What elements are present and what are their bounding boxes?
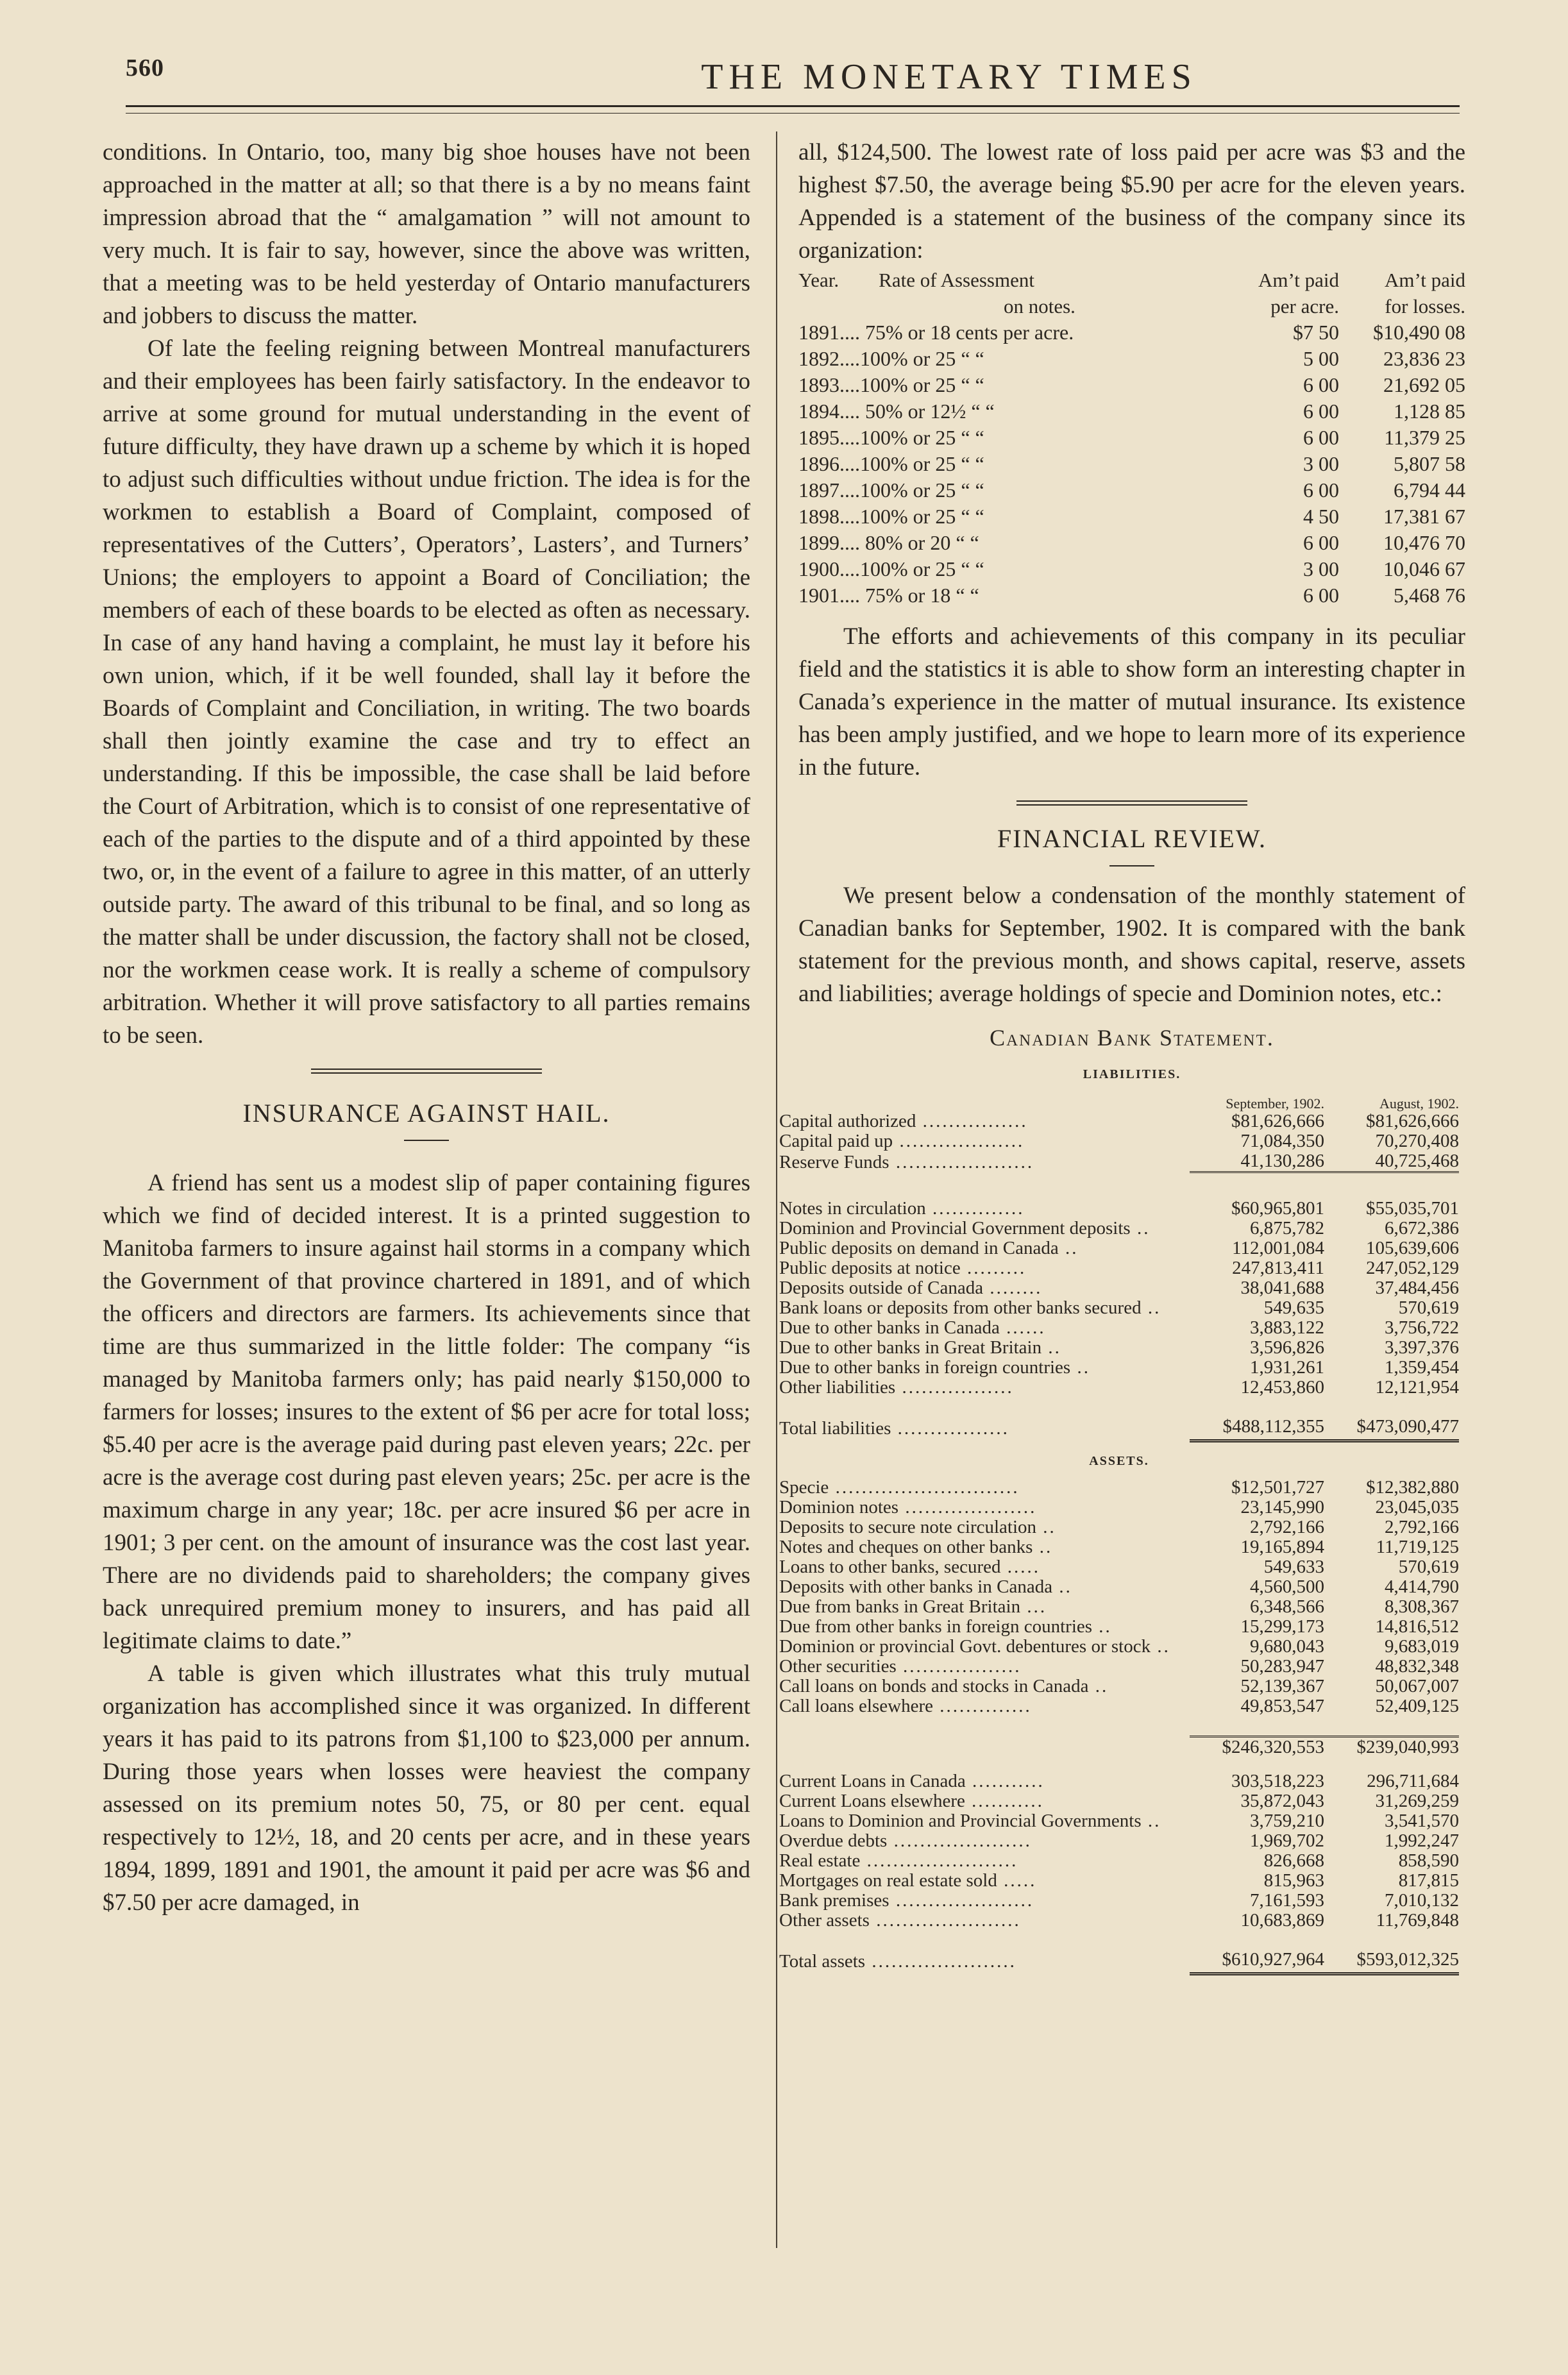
table-cell-losses: 23,836 23 (1383, 347, 1465, 370)
statement-row (779, 1318, 1459, 1338)
statement-label: Total assets ...................... (779, 1950, 1016, 1972)
table-row (798, 398, 1465, 425)
table-cell-losses: 6,794 44 (1394, 478, 1465, 502)
statement-label: Other securities .................. (779, 1656, 1022, 1677)
value-august: 3,756,722 (1385, 1317, 1459, 1338)
statement-row (779, 1238, 1459, 1258)
statement-row (779, 1378, 1459, 1398)
table-row (798, 372, 1465, 398)
value-august: 37,484,456 (1375, 1278, 1459, 1298)
table-cell-paid: 6 00 (1302, 584, 1339, 607)
table-cell-desc: 1895....100% or 25 “ “ (798, 426, 984, 449)
leader-dots: ................ (916, 1111, 1028, 1131)
statement-label: Public deposits on demand in Canada .. (779, 1238, 1079, 1258)
leader-dots: ............................ (829, 1477, 1020, 1498)
value-september: 303,518,223 (1231, 1771, 1324, 1791)
table-cell-losses: 10,046 67 (1383, 557, 1465, 580)
statement-row (779, 1791, 1459, 1811)
liabilities-label: LIABILITIES. (1083, 1067, 1181, 1081)
value-august: 11,769,848 (1376, 1910, 1459, 1931)
statement-label: Deposits to secure note circulation .. (779, 1517, 1056, 1537)
statement-label: Dominion notes .................... (779, 1497, 1037, 1517)
statement-row (779, 1657, 1459, 1677)
statement-row (779, 1258, 1459, 1278)
statement-row (779, 1096, 1459, 1111)
rule-cell (1190, 1172, 1324, 1199)
spacer-cell (779, 1716, 1459, 1737)
table-cell-paid: 6 00 (1302, 478, 1339, 502)
value-september: 2,792,166 (1250, 1517, 1324, 1537)
article-paragraph: A friend has sent us a modest slip of paper containing figures which we find of decided interest. It is a printed suggestion to Manitoba farmers to insure against hail storms in a company which the Government of that province chartered in 1891, and of which the officers and directors are farmers. Its achievements since that time are thus summarized in the little folder: The company “is managed by Manitoba farmers only; has paid nearly $150,000 to farmers for losses; insures to the extent of $6 per acre for total loss; $5.40 per acre is the average paid during past eleven years; 22c. per acre is the average cost during past eleven years; 25c. per acre is the maximum charge in any year; 18c. per acre insured $6 per acre in 1901; 3 per cent. on the amount of insurance was the cost last year. There are no dividends paid to shareholders; the company gives back unrequired premium money to insurers, and has paid all legitimate claims to date.” (103, 1170, 750, 1654)
hail-heading: INSURANCE AGAINST HAIL. (242, 1099, 611, 1128)
statement-label: Due from other banks in foreign countries .. (779, 1616, 1112, 1637)
review-heading: FINANCIAL REVIEW. (997, 824, 1267, 853)
statement-row (779, 1219, 1459, 1238)
table-cell-desc: 1893....100% or 25 “ “ (798, 373, 984, 396)
rule-cell (1324, 1172, 1459, 1199)
value-august: 48,832,348 (1375, 1656, 1459, 1677)
table-row (798, 451, 1465, 477)
table-cell-paid: 6 00 (1302, 400, 1339, 423)
article-paragraph: A table is given which illustrates what this truly mutual organization has accomplished since it was organized. In different years it has paid to its patrons from $1,100 to $23,000 per annum. During those years when losses were heaviest the company assessed on its premium notes 50, 75, or 80 per cent. equal respectively to 12½, 18, and 20 cents per acre, and in these years 1894, 1899, 1891 and 1901, the amount it paid per acre was $6 and $7.50 per acre damaged, in (103, 1661, 750, 1916)
statement-row (779, 1851, 1459, 1871)
leader-dots: ................... (893, 1131, 1025, 1151)
table-row (798, 319, 1465, 346)
value-september: $60,965,801 (1231, 1198, 1324, 1219)
value-august: 50,067,007 (1375, 1676, 1459, 1696)
statement-label: Real estate ....................... (779, 1850, 1018, 1871)
statement-row (779, 1737, 1459, 1758)
statement-row (779, 1398, 1459, 1441)
table-row (798, 477, 1465, 503)
leader-dots: .................... (898, 1497, 1037, 1517)
masthead-rule-thin (126, 113, 1460, 114)
value-september: $488,112,355 (1190, 1398, 1324, 1441)
value-september: 549,633 (1263, 1557, 1324, 1577)
statement-row (779, 1498, 1459, 1517)
value-september: 9,680,043 (1250, 1636, 1324, 1657)
statement-label: Capital paid up ................... (779, 1131, 1025, 1151)
value-august: 817,815 (1398, 1870, 1459, 1891)
statement-label: Call loans elsewhere .............. (779, 1696, 1032, 1716)
value-september: 12,453,860 (1240, 1377, 1324, 1398)
bank-statement-table (779, 1096, 1459, 1975)
leader-dots: .. (1151, 1636, 1170, 1657)
statement-row (779, 1537, 1459, 1557)
leader-dots: .. (1130, 1218, 1151, 1238)
hail-statistics-table (798, 267, 1465, 609)
statement-row (779, 1911, 1459, 1931)
value-august: August, 1902. (1379, 1095, 1459, 1111)
statement-label: Deposits outside of Canada ........ (779, 1278, 1043, 1298)
value-august: 247,052,129 (1366, 1258, 1459, 1278)
leader-dots: .. (1088, 1676, 1109, 1696)
value-september: 35,872,043 (1240, 1791, 1324, 1811)
statement-label: Notes and cheques on other banks .. (779, 1537, 1053, 1557)
table-cell-paid: 6 00 (1302, 426, 1339, 449)
leader-dots: .. (1092, 1616, 1112, 1637)
value-september: 52,139,367 (1240, 1676, 1324, 1696)
value-august: 3,397,376 (1385, 1337, 1459, 1358)
leader-dots: ... (1020, 1596, 1047, 1617)
leader-dots: .. (1058, 1238, 1079, 1258)
table-header: per acre. (1270, 295, 1339, 317)
table-header: Am’t paid (1258, 269, 1339, 291)
statement-label: Capital authorized ................ (779, 1111, 1028, 1131)
table-cell-desc: 1896....100% or 25 “ “ (798, 452, 984, 475)
statement-row (779, 1199, 1459, 1219)
statement-row (779, 1617, 1459, 1637)
value-september: 23,145,990 (1240, 1497, 1324, 1517)
leader-dots: ..................... (889, 1890, 1034, 1911)
statement-row (779, 1338, 1459, 1358)
statement-label: Bank loans or deposits from other banks secured .. (779, 1297, 1161, 1318)
statement-label: Due to other banks in Great Britain .. (779, 1337, 1061, 1358)
leader-dots: ........ (983, 1278, 1043, 1298)
statement-label: Bank premises ..................... (779, 1890, 1034, 1911)
leader-dots: .. (1141, 1811, 1161, 1831)
value-september: 3,596,826 (1250, 1337, 1324, 1358)
value-august: 11,719,125 (1376, 1537, 1459, 1557)
leader-dots: .. (1070, 1357, 1090, 1378)
statement-row (779, 1298, 1459, 1318)
statement-label: Current Loans in Canada ........... (779, 1771, 1045, 1791)
leader-dots: .. (1052, 1576, 1072, 1597)
table-cell-paid: 3 00 (1302, 452, 1339, 475)
table-cell-desc: 1892....100% or 25 “ “ (798, 347, 984, 370)
leader-dots: ..................... (887, 1830, 1032, 1851)
statement-row (779, 1278, 1459, 1298)
table-cell-paid: 6 00 (1302, 531, 1339, 554)
value-september: 1,931,261 (1250, 1357, 1324, 1378)
page-number: 560 (126, 55, 164, 81)
table-cell-desc: 1891.... 75% or 18 cents per acre. (798, 321, 1074, 344)
statement-row (779, 1597, 1459, 1617)
statement-row (779, 1811, 1459, 1831)
column-divider (776, 131, 777, 2248)
statement-label: Deposits with other banks in Canada .. (779, 1576, 1072, 1597)
value-august: $81,626,666 (1366, 1111, 1459, 1131)
table-row (798, 582, 1465, 609)
value-september: 3,759,210 (1250, 1811, 1324, 1831)
value-august: 40,725,468 (1375, 1151, 1459, 1171)
statement-row (779, 1557, 1459, 1577)
table-cell-losses: 10,476 70 (1383, 531, 1465, 554)
value-august: 52,409,125 (1375, 1696, 1459, 1716)
statement-label: Loans to Dominion and Provincial Governments .. (779, 1811, 1161, 1831)
table-cell-losses: 11,379 25 (1384, 426, 1465, 449)
table-cell-losses: 5,468 76 (1394, 584, 1465, 607)
value-august: $55,035,701 (1366, 1198, 1459, 1219)
row-spacer (779, 1716, 1459, 1737)
section-label-row (779, 1441, 1459, 1478)
value-september: September, 1902. (1226, 1095, 1324, 1111)
value-september: 112,001,084 (1232, 1238, 1324, 1258)
article-paragraph: The efforts and achievements of this company in its peculiar field and the statistics it is able to show form an interesting chapter in Canada’s experience in the matter of mutual insurance. Its existence has been amply justified, and we hope to learn more of its experience in the future. (798, 623, 1465, 781)
table-cell-paid: 5 00 (1302, 347, 1339, 370)
value-september: 4,560,500 (1250, 1576, 1324, 1597)
row-spacer (779, 1757, 1459, 1771)
statement-row (779, 1931, 1459, 1974)
value-september: 6,348,566 (1250, 1596, 1324, 1617)
statement-row (779, 1771, 1459, 1791)
table-header: Am’t paid (1385, 269, 1465, 291)
statement-row (779, 1111, 1459, 1131)
value-august: 570,619 (1398, 1297, 1459, 1318)
section-divider (1016, 804, 1247, 806)
leader-dots: .............. (932, 1696, 1032, 1716)
statement-label: Due from banks in Great Britain ... (779, 1596, 1047, 1617)
statement-label: Notes in circulation .............. (779, 1198, 1025, 1219)
section-divider (311, 1072, 542, 1074)
leader-dots: ...................... (869, 1910, 1021, 1931)
value-august: 296,711,684 (1367, 1771, 1459, 1791)
statement-label (779, 1096, 1190, 1111)
leader-dots: ........... (965, 1791, 1044, 1811)
statement-label: Dominion and Provincial Government deposits .. (779, 1218, 1151, 1238)
value-august: 1,359,454 (1385, 1357, 1459, 1378)
value-august: 70,270,408 (1375, 1131, 1459, 1151)
leader-dots: ....................... (860, 1850, 1018, 1871)
table-header: on notes. (1004, 295, 1075, 317)
statement-row (779, 1151, 1459, 1172)
leader-dots: ................. (895, 1377, 1014, 1398)
value-september: 38,041,688 (1240, 1278, 1324, 1298)
assets-label: ASSETS. (1089, 1454, 1149, 1468)
table-cell-paid: 6 00 (1302, 373, 1339, 396)
leader-dots: .................. (896, 1656, 1022, 1677)
value-september: 247,813,411 (1232, 1258, 1324, 1278)
statement-row (779, 1891, 1459, 1911)
value-august: $593,012,325 (1324, 1931, 1459, 1974)
value-september: $12,501,727 (1231, 1477, 1324, 1498)
statement-row (779, 1358, 1459, 1378)
leader-dots: ...................... (865, 1950, 1016, 1972)
table-row (798, 425, 1465, 451)
statement-label: Loans to other banks, secured ..... (779, 1557, 1040, 1577)
value-august: $473,090,477 (1324, 1398, 1459, 1441)
statement-row (779, 1517, 1459, 1537)
statement-label: Specie ............................ (779, 1477, 1020, 1498)
leader-dots: .. (1033, 1537, 1053, 1557)
table-header: for losses. (1385, 295, 1465, 317)
statement-label (779, 1737, 1190, 1758)
value-september: $246,320,553 (1190, 1737, 1324, 1758)
table-cell-desc: 1898....100% or 25 “ “ (798, 505, 984, 528)
left-column (103, 136, 750, 1919)
value-august: 4,414,790 (1385, 1576, 1459, 1597)
value-august: 858,590 (1398, 1850, 1459, 1871)
statement-label: Call loans on bonds and stocks in Canada .. (779, 1676, 1109, 1696)
article-paragraph: Of late the feeling reigning between Montreal manufacturers and their employees has been fairly satisfactory. In the endeavor to arrive at some ground for mutual understanding in the event of future difficulty, they have drawn up a scheme by which it is hoped to adjust such difficulties without undue friction. The idea is for the workmen to establish a Board of Complaint, composed of representatives of the Cutters’, Operators’, Lasters’, and Turners’ Unions; the employers to appoint a Board of Conciliation; the members of each of these boards to be elected as often as necessary. In case of any hand having a complaint, he must lay it before his own union, which, if it be well founded, shall lay it before the Boards of Complaint and Conciliation, in writing. The two boards shall then jointly examine the case and try to effect an understanding. If this be impossible, the case shall be laid before the Court of Arbitration, which is to consist of one representative of each of the parties to the dispute and of a third appointed by these two, or, in the event of a failure to agree in this matter, of an utterly outside party. The award of this tribunal to be final, and so long as the matter shall be under discussion, the factory shall not be closed, nor the workmen cease work. It is really a scheme of compulsory arbitration. Whether it will prove satisfactory to all parties remains to be seen. (103, 335, 750, 1049)
table-header: Year. Rate of Assessment (798, 269, 1034, 291)
rule-cell (779, 1172, 1190, 1199)
statement-label: Due to other banks in Canada ...... (779, 1317, 1046, 1338)
table-row (798, 530, 1465, 556)
article-paragraph: We present below a condensation of the monthly statement of Canadian banks for September, 1902. It is compared with the bank statement for the previous month, and shows capital, reserve, assets and liabilities; average holdings of specie and Dominion notes, etc.: (798, 883, 1465, 1007)
value-august: 12,121,954 (1375, 1377, 1459, 1398)
statement-row (779, 1677, 1459, 1696)
table-cell-paid: 4 50 (1302, 505, 1339, 528)
statement-label: Reserve Funds ..................... (779, 1151, 1034, 1172)
table-cell-desc: 1897....100% or 25 “ “ (798, 478, 984, 502)
value-august: 7,010,132 (1385, 1890, 1459, 1911)
statement-row (779, 1831, 1459, 1851)
table-cell-paid: $7 50 (1292, 321, 1339, 344)
article-paragraph: conditions. In Ontario, too, many big shoe houses have not been approached in the matter at all; so that there is a by no means faint impression abroad that the “ amalgamation ” will not amount to very much. It is fair to say, however, since the above was written, that a meeting was to be held yesterday of Ontario manufacturers and jobbers to discuss the matter. (103, 139, 750, 329)
leader-dots: .............. (925, 1198, 1025, 1219)
value-august: $239,040,993 (1324, 1737, 1459, 1758)
value-september: $610,927,964 (1190, 1931, 1324, 1974)
statement-label: Overdue debts ..................... (779, 1830, 1032, 1851)
value-september: 3,883,122 (1250, 1317, 1324, 1338)
statement-label: Other assets ...................... (779, 1910, 1021, 1931)
value-august: 6,672,386 (1385, 1218, 1459, 1238)
value-september: 1,969,702 (1250, 1830, 1324, 1851)
statement-row (779, 1696, 1459, 1716)
value-september: 549,635 (1263, 1297, 1324, 1318)
statement-label: Public deposits at notice ......... (779, 1258, 1027, 1278)
leader-dots: ........... (965, 1771, 1045, 1791)
statement-row (779, 1577, 1459, 1597)
value-august: $12,382,880 (1366, 1477, 1459, 1498)
leader-dots: ..... (1000, 1557, 1040, 1577)
leader-dots: ................. (891, 1417, 1009, 1439)
table-cell-paid: 3 00 (1302, 557, 1339, 580)
table-cell-losses: $10,490 08 (1373, 321, 1465, 344)
table-cell-desc: 1900....100% or 25 “ “ (798, 557, 984, 580)
value-september: 815,963 (1263, 1870, 1324, 1891)
statement-label: Total liabilities ................. (779, 1417, 1009, 1439)
value-september: 49,853,547 (1240, 1696, 1324, 1716)
statement-row (779, 1478, 1459, 1498)
value-august: 105,639,606 (1366, 1238, 1459, 1258)
leader-dots: ..... (997, 1870, 1037, 1891)
heading-rule (404, 1140, 449, 1141)
double-rule-row (779, 1172, 1459, 1199)
statement-label: Dominion or provincial Govt. debentures or stock .. (779, 1636, 1170, 1657)
value-september: 41,130,286 (1240, 1151, 1324, 1171)
table-row (798, 503, 1465, 530)
value-august: 3,541,570 (1385, 1811, 1459, 1831)
table-cell-desc: 1901.... 75% or 18 “ “ (798, 584, 979, 607)
value-august: 31,269,259 (1375, 1791, 1459, 1811)
leader-dots: ..................... (889, 1151, 1034, 1172)
right-column (779, 136, 1465, 1975)
value-august: 570,619 (1398, 1557, 1459, 1577)
value-september: 826,668 (1263, 1850, 1324, 1871)
leader-dots: .. (1036, 1517, 1056, 1537)
statement-row (779, 1637, 1459, 1657)
value-september: $81,626,666 (1231, 1111, 1324, 1131)
value-august: 2,792,166 (1385, 1517, 1459, 1537)
masthead-title: THE MONETARY TIMES (701, 57, 1197, 97)
statement-label: Current Loans elsewhere ........... (779, 1791, 1044, 1811)
value-august: 14,816,512 (1375, 1616, 1459, 1637)
statement-label: Due to other banks in foreign countries .. (779, 1357, 1090, 1378)
table-cell-losses: 1,128 85 (1394, 400, 1465, 423)
value-august: 23,045,035 (1375, 1497, 1459, 1517)
leader-dots: ......... (960, 1258, 1027, 1278)
value-august: 1,992,247 (1385, 1830, 1459, 1851)
leader-dots: .. (1041, 1337, 1061, 1358)
value-september: 15,299,173 (1240, 1616, 1324, 1637)
leader-dots: .. (1141, 1297, 1161, 1318)
table-cell-losses: 17,381 67 (1383, 505, 1465, 528)
heading-rule (1109, 865, 1154, 866)
value-august: 8,308,367 (1385, 1596, 1459, 1617)
table-cell-losses: 21,692 05 (1383, 373, 1465, 396)
value-september: 71,084,350 (1240, 1131, 1324, 1151)
value-september: 6,875,782 (1250, 1218, 1324, 1238)
spacer-cell (779, 1757, 1459, 1771)
statement-row (779, 1871, 1459, 1891)
value-september: 50,283,947 (1240, 1656, 1324, 1677)
leader-dots: ...... (999, 1317, 1046, 1338)
value-september: 19,165,894 (1240, 1537, 1324, 1557)
section-divider (1016, 800, 1247, 802)
masthead-rule (126, 105, 1460, 107)
table-cell-desc: 1894.... 50% or 12½ “ “ (798, 400, 995, 423)
table-row (798, 556, 1465, 582)
value-september: 7,161,593 (1250, 1890, 1324, 1911)
value-september: 10,683,869 (1240, 1910, 1324, 1931)
value-august: 9,683,019 (1385, 1636, 1459, 1657)
article-paragraph: all, $124,500. The lowest rate of loss paid per acre was $3 and the highest $7.50, the average being $5.90 per acre for the eleven years. Appended is a statement of the business of the company since its organization: (798, 139, 1465, 264)
table-cell-desc: 1899.... 80% or 20 “ “ (798, 531, 979, 554)
statement-label: Mortgages on real estate sold ..... (779, 1870, 1037, 1891)
statement-title: Canadian Bank Statement. (990, 1025, 1274, 1051)
table-row (798, 346, 1465, 372)
table-cell-losses: 5,807 58 (1394, 452, 1465, 475)
statement-label: Other liabilities ................. (779, 1377, 1014, 1398)
statement-row (779, 1131, 1459, 1151)
section-divider (311, 1069, 542, 1070)
